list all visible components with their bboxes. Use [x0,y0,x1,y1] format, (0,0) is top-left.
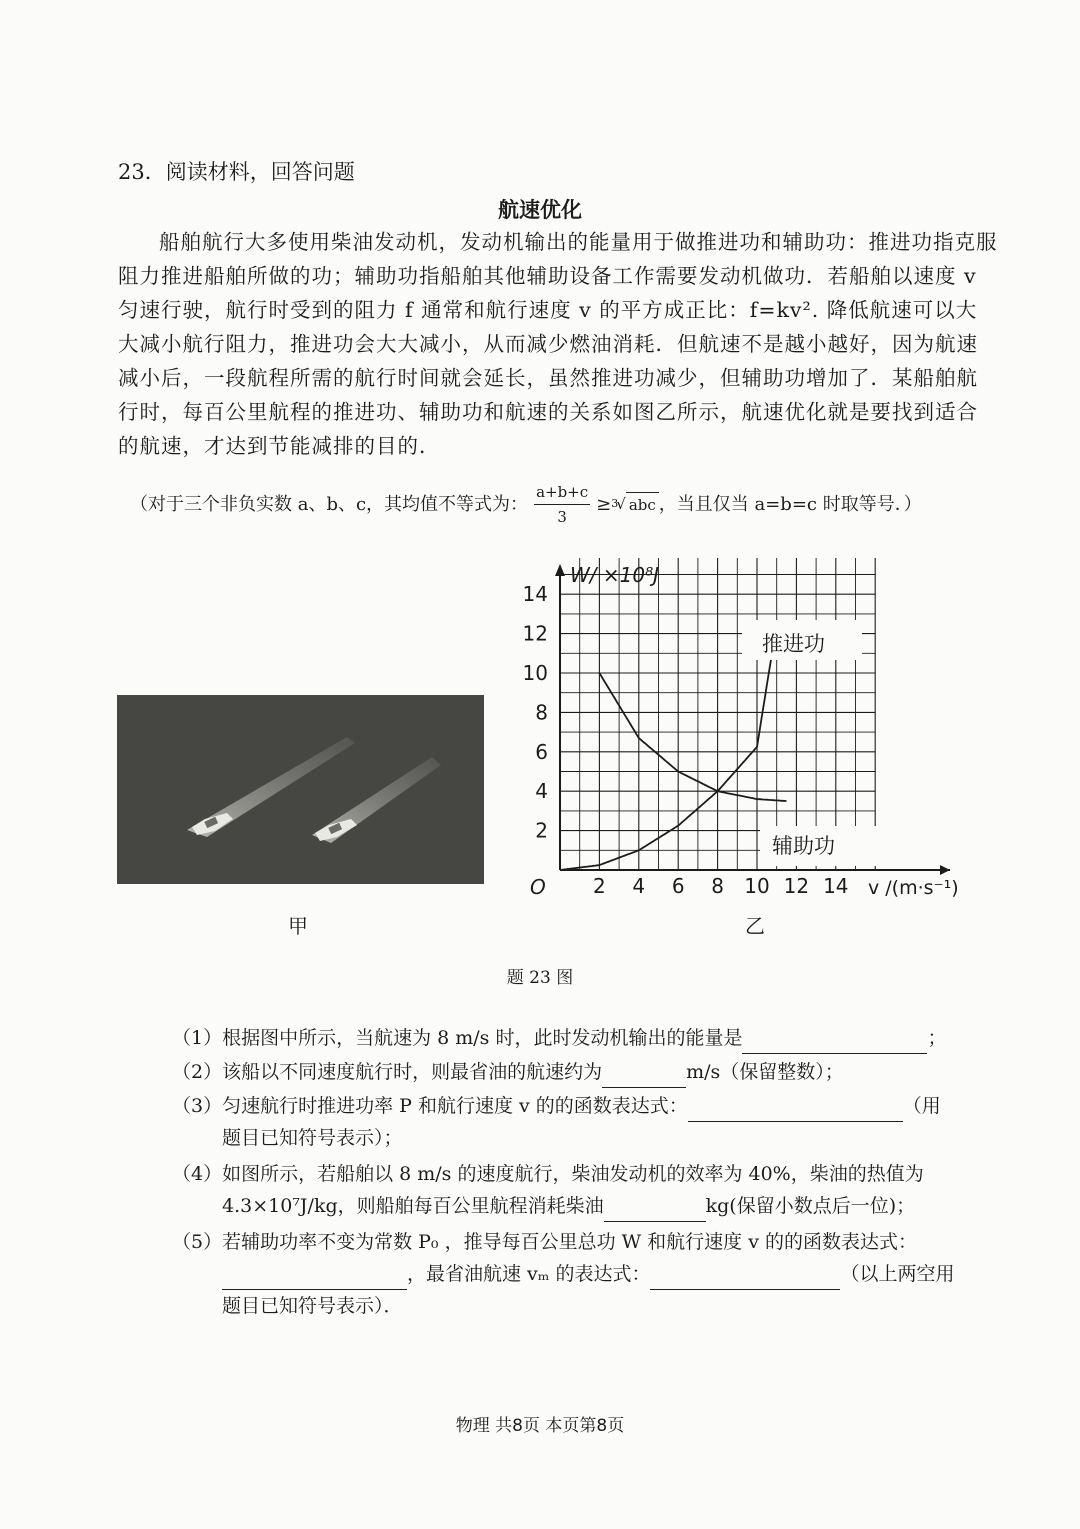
chart-grid [560,558,875,870]
y-tick-label: 6 [535,739,548,764]
x-tick-label: 4 [632,874,646,898]
ship-photo [117,695,484,884]
q1-text: （1）根据图中所示，当航速为 8 m/s 时，此时发动机输出的能量是 [172,1027,743,1049]
y-tick-label: 12 [522,621,548,646]
q5-text: （5）若辅助功率不变为常数 P₀ ，推导每百公里总功 W 和航行速度 v 的的函数表达式： [172,1231,917,1253]
question-5 [172,1226,1012,1322]
x-tick-label: 8 [711,874,724,898]
legend-label-propulsion: 推进功 [762,632,825,656]
q5-answer-blank-2[interactable] [650,1269,840,1290]
ineq-root [611,492,659,517]
ineq-fraction [534,480,590,529]
y-tick-label: 10 [522,661,548,685]
ineq-denominator: 3 [557,508,567,526]
q5-answer-blank-1[interactable] [222,1269,407,1290]
y-axis-label: W/ ×10⁸J [570,563,659,587]
q4-tail: kg(保留小数点后一位)； [705,1195,916,1217]
question-number: 23．阅读材料，回答问题 [118,160,355,184]
q5-line3: 题目已知符号表示）． [222,1295,403,1317]
root-index: 3 [611,497,619,510]
x-tick-label: 14 [823,874,849,898]
question-4 [172,1158,1012,1222]
ships-image-icon [117,695,484,884]
y-tick-label: 4 [535,779,548,804]
y-tick-label: 2 [535,818,548,843]
figure-label-right: 乙 [745,914,765,938]
q5-middle: ，最省油航速 vₘ 的表达式： [407,1263,651,1285]
q3-tail: （用 [902,1095,941,1117]
ineq-prefix: （对于三个非负实数 a、b、c，其均值不等式为： [130,493,529,515]
y-tick-label: 14 [522,582,548,607]
question-1 [172,1022,1012,1054]
x-tick-label: 10 [744,874,770,898]
radical-sign-icon: √ [616,495,626,513]
x-tick-label: 6 [671,874,685,898]
legend-label-auxiliary: 辅助功 [772,834,835,858]
y-tick-label: 8 [535,700,548,725]
origin-label: O [530,875,546,898]
q1-tail: ； [927,1027,947,1049]
work-speed-chart [520,558,1000,898]
q2-answer-blank[interactable] [602,1067,686,1088]
x-axis-arrow-icon [940,865,950,875]
q2-text: （2）该船以不同速度航行时，则最省油的航速约为 [172,1061,603,1083]
y-tick-labels [523,582,548,842]
q2-tail: m/s（保留整数）； [686,1061,844,1083]
y-axis-arrow-icon [555,564,565,576]
series-line-propulsion [560,624,777,870]
ineq-suffix: ，当且仅当 a=b=c 时取等号．） [658,493,922,515]
q5-tail: （以上两空用 [840,1263,955,1285]
q4-line2: 4.3×10⁷J/kg，则船舶每百公里航程消耗柴油 [222,1195,604,1217]
question-3 [172,1090,1012,1154]
figure-caption: 题 23 图 [506,968,574,988]
ineq-geq: ≥ [596,493,612,515]
figure-label-left: 甲 [288,914,308,938]
paragraph-text: 船舶航行大多使用柴油发动机，发动机输出的能量用于做推进功和辅助功：推进功指克服阻力推进船舶所做的功；辅助功指船舶其他辅助设备工作需要发动机做功．若船舶以速度 v 匀速行驶，航行时受到的阻力 f 通常和航行速度 v 的平方成正比：f=kv². 降低航速可以大大减小航行阻力，推进功会大大减小，从而减少燃油消耗．但航速不是越小越好，因为航速减小后，一段航程所需的航行时间就会延长，虽然推进功减少，但辅助功增加了．某船舶航行时，每百公里航程的推进功、辅助功和航速的关系如图乙所示，航速优化就是要找到适合的航速，才达到节能减排的目的． [118,230,998,458]
question-2 [172,1056,1012,1088]
reading-paragraph [118,225,998,463]
x-tick-label: 12 [783,874,810,898]
ineq-numerator: a+b+c [534,480,590,505]
q3-answer-blank[interactable] [688,1101,903,1122]
root-radicand: abc [626,492,659,517]
inequality-note [130,480,1010,529]
article-title: 航速优化 [498,198,582,222]
q4-answer-blank[interactable] [604,1201,706,1222]
q3-line2: 题目已知符号表示）； [222,1127,403,1149]
page-footer: 物理 共8页 本页第8页 [455,1416,625,1436]
x-axis-label: v /(m·s⁻¹) [868,877,959,898]
q4-text: （4）如图所示，若船舶以 8 m/s 的速度航行，柴油发动机的效率为 40%，柴油的热值为 [172,1163,924,1185]
x-tick-label: 2 [593,874,606,898]
q3-text: （3）匀速航行时推进功率 P 和航行速度 v 的的函数表达式： [172,1095,688,1117]
q1-answer-blank[interactable] [742,1033,927,1054]
x-tick-labels [593,874,848,898]
